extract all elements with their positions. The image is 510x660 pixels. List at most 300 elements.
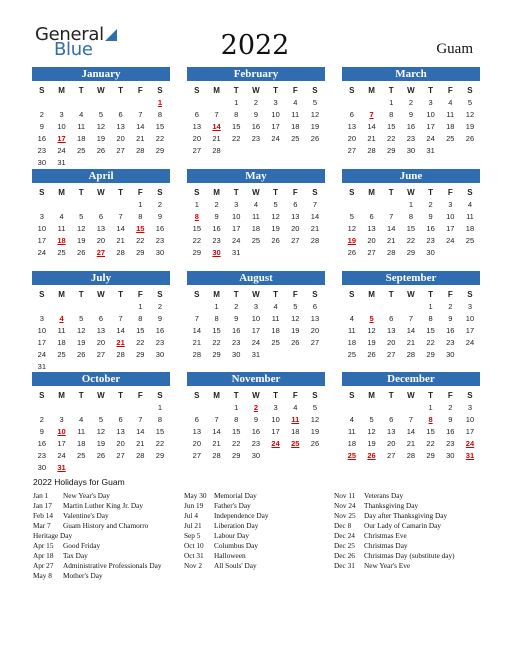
day-cell: 18 bbox=[251, 224, 261, 233]
day-cell: 8 bbox=[138, 314, 143, 323]
day-cell: 16 bbox=[212, 224, 221, 233]
day-cell: 23 bbox=[406, 134, 416, 143]
day-cell: 28 bbox=[116, 248, 125, 257]
month-header: July bbox=[32, 271, 170, 285]
week-row bbox=[32, 402, 170, 414]
weekday-label: T bbox=[273, 391, 279, 400]
empty-day-cell bbox=[150, 157, 170, 169]
holiday-item bbox=[334, 541, 455, 551]
weekday-label: T bbox=[388, 188, 394, 197]
month-header: November bbox=[187, 372, 325, 386]
day-cell: 2 bbox=[234, 302, 239, 311]
weekday-label: S bbox=[39, 290, 45, 299]
holiday-date: Jan 1 bbox=[33, 491, 49, 500]
day-cell: 1 bbox=[138, 200, 143, 209]
day-cell: 22 bbox=[426, 439, 435, 448]
weekday-label: S bbox=[39, 188, 45, 197]
day-cell: 26 bbox=[96, 451, 106, 460]
day-cell: 20 bbox=[116, 439, 125, 448]
day-cell: 11 bbox=[271, 314, 280, 323]
day-cell: 29 bbox=[192, 248, 202, 257]
day-cell: 1 bbox=[194, 200, 199, 209]
holiday-name: New Year's Eve bbox=[364, 561, 411, 570]
weekday-label: S bbox=[467, 391, 473, 400]
weekday-label: W bbox=[407, 188, 415, 197]
day-cell: 8 bbox=[408, 212, 413, 221]
holiday-name: Liberation Day bbox=[214, 521, 259, 530]
day-cell: 12 bbox=[271, 212, 280, 221]
holiday-name: Guam History and Chamorro bbox=[63, 521, 149, 530]
day-cell: 23 bbox=[155, 338, 165, 347]
day-cell: 7 bbox=[138, 415, 143, 424]
day-cell: 9 bbox=[39, 122, 44, 131]
holiday-date: Apr 27 bbox=[33, 561, 54, 570]
holiday-day: 7 bbox=[369, 110, 374, 119]
day-cell: 12 bbox=[96, 122, 106, 131]
day-cell: 23 bbox=[155, 236, 165, 245]
weekday-label: T bbox=[233, 188, 239, 197]
day-cell: 19 bbox=[77, 338, 86, 347]
day-cell: 11 bbox=[77, 122, 86, 131]
day-cell: 19 bbox=[291, 326, 300, 335]
empty-day-cell bbox=[32, 402, 52, 414]
holiday-date: Jul 21 bbox=[184, 521, 202, 530]
day-cell: 10 bbox=[57, 122, 66, 131]
weekday-label: F bbox=[447, 290, 453, 299]
month-april bbox=[32, 169, 170, 259]
holiday-date: Dec 8 bbox=[334, 521, 352, 530]
week-row bbox=[187, 235, 325, 247]
weekday-label: S bbox=[467, 86, 473, 95]
day-cell: 20 bbox=[291, 224, 300, 233]
weekday-label: T bbox=[273, 86, 279, 95]
empty-day-cell bbox=[362, 97, 382, 109]
day-cell: 17 bbox=[57, 439, 66, 448]
day-cell: 30 bbox=[37, 463, 47, 472]
weekday-label: M bbox=[213, 86, 220, 95]
day-cell: 22 bbox=[406, 236, 416, 245]
day-cell: 25 bbox=[57, 248, 66, 257]
day-cell: 25 bbox=[347, 350, 357, 359]
holiday-item bbox=[33, 491, 162, 501]
day-cell: 5 bbox=[467, 98, 473, 107]
day-cell: 21 bbox=[310, 224, 320, 233]
week-row bbox=[32, 349, 170, 361]
weekday-label: S bbox=[467, 188, 473, 197]
day-cell: 31 bbox=[37, 362, 47, 371]
week-row bbox=[32, 133, 170, 145]
day-cell: 30 bbox=[37, 158, 47, 167]
day-cell: 29 bbox=[155, 146, 165, 155]
holiday-name-continued: Heritage Day bbox=[33, 531, 73, 540]
weekday-label: M bbox=[58, 290, 65, 299]
holiday-name: Thanksgiving Day bbox=[364, 501, 419, 510]
weekday-label: F bbox=[137, 188, 143, 197]
week-row bbox=[32, 157, 170, 169]
empty-day-cell bbox=[362, 402, 382, 414]
day-cell: 18 bbox=[77, 439, 86, 448]
day-cell: 16 bbox=[155, 326, 165, 335]
empty-day-cell bbox=[305, 450, 325, 462]
day-cell: 9 bbox=[253, 110, 258, 119]
holiday-date: Oct 10 bbox=[184, 541, 204, 550]
day-cell: 9 bbox=[448, 314, 453, 323]
weekday-label: S bbox=[349, 290, 355, 299]
holiday-item bbox=[334, 551, 455, 561]
empty-day-cell bbox=[381, 301, 401, 313]
day-cell: 27 bbox=[116, 451, 125, 460]
day-cell: 6 bbox=[293, 200, 298, 209]
day-cell: 17 bbox=[446, 224, 455, 233]
day-cell: 23 bbox=[232, 338, 241, 347]
week-row bbox=[187, 313, 325, 325]
day-cell: 9 bbox=[448, 415, 453, 424]
day-cell: 14 bbox=[192, 326, 202, 335]
day-cell: 29 bbox=[155, 451, 165, 460]
day-cell: 7 bbox=[408, 314, 413, 323]
weekday-label: M bbox=[213, 188, 220, 197]
day-cell: 5 bbox=[273, 200, 278, 209]
weekday-label: T bbox=[428, 391, 434, 400]
weekday-label: T bbox=[233, 391, 239, 400]
day-cell: 27 bbox=[96, 350, 106, 359]
weekday-label: M bbox=[368, 391, 375, 400]
weekday-header-row bbox=[187, 186, 325, 199]
day-cell: 13 bbox=[192, 122, 202, 131]
holiday-date: Feb 14 bbox=[33, 511, 54, 520]
day-cell: 1 bbox=[428, 302, 433, 311]
week-row bbox=[342, 325, 480, 337]
empty-day-cell bbox=[130, 97, 150, 109]
holiday-date: Jan 17 bbox=[33, 501, 52, 510]
day-cell: 6 bbox=[312, 302, 318, 311]
holiday-name: Christmas Day (substitute day) bbox=[364, 551, 455, 560]
day-cell: 1 bbox=[214, 302, 219, 311]
day-cell: 23 bbox=[446, 439, 455, 448]
holiday-date: Jul 4 bbox=[184, 511, 198, 520]
day-cell: 4 bbox=[253, 200, 258, 209]
day-cell: 31 bbox=[232, 248, 241, 257]
day-cell: 20 bbox=[347, 134, 357, 143]
empty-day-cell bbox=[71, 199, 91, 211]
holiday-name: Our Lady of Camarin Day bbox=[364, 521, 441, 530]
weekday-label: S bbox=[157, 391, 163, 400]
day-cell: 25 bbox=[271, 338, 280, 347]
empty-day-cell bbox=[91, 199, 111, 211]
weekday-label: T bbox=[428, 188, 434, 197]
day-cell: 20 bbox=[116, 134, 125, 143]
day-cell: 18 bbox=[271, 326, 280, 335]
day-cell: 15 bbox=[192, 224, 202, 233]
week-row bbox=[342, 121, 480, 133]
weekday-label: W bbox=[252, 391, 260, 400]
weekday-label: W bbox=[407, 86, 415, 95]
weekday-label: T bbox=[78, 391, 84, 400]
empty-day-cell bbox=[362, 199, 382, 211]
month-march bbox=[342, 67, 480, 157]
day-cell: 10 bbox=[37, 326, 47, 335]
day-cell: 10 bbox=[251, 314, 261, 323]
weekday-label: T bbox=[428, 86, 434, 95]
day-cell: 13 bbox=[347, 122, 357, 131]
day-cell: 2 bbox=[448, 403, 453, 412]
holiday-item bbox=[33, 521, 162, 531]
holiday-item bbox=[184, 521, 269, 531]
day-cell: 2 bbox=[157, 200, 163, 209]
empty-day-cell bbox=[305, 247, 325, 259]
day-cell: 2 bbox=[428, 200, 433, 209]
day-cell: 13 bbox=[310, 314, 320, 323]
day-cell: 3 bbox=[273, 98, 278, 107]
day-cell: 6 bbox=[118, 415, 123, 424]
day-cell: 1 bbox=[234, 403, 239, 412]
month-july bbox=[32, 271, 170, 373]
holiday-day: 27 bbox=[96, 248, 106, 257]
day-cell: 21 bbox=[406, 439, 416, 448]
day-cell: 24 bbox=[57, 451, 66, 460]
week-row bbox=[187, 426, 325, 438]
weekday-label: F bbox=[137, 391, 143, 400]
holiday-day: 14 bbox=[212, 122, 221, 131]
day-cell: 9 bbox=[39, 427, 44, 436]
day-cell: 8 bbox=[138, 212, 143, 221]
day-cell: 21 bbox=[192, 338, 202, 347]
month-december bbox=[342, 372, 480, 462]
empty-day-cell bbox=[130, 402, 150, 414]
day-cell: 11 bbox=[77, 427, 86, 436]
day-cell: 14 bbox=[116, 326, 125, 335]
holiday-date: Nov 25 bbox=[334, 511, 356, 520]
day-cell: 23 bbox=[251, 439, 261, 448]
day-cell: 12 bbox=[77, 224, 86, 233]
day-cell: 13 bbox=[387, 427, 396, 436]
weekday-label: S bbox=[194, 86, 200, 95]
day-cell: 13 bbox=[387, 326, 396, 335]
holiday-name: Good Friday bbox=[63, 541, 101, 550]
empty-day-cell bbox=[342, 199, 362, 211]
day-cell: 19 bbox=[367, 338, 376, 347]
day-cell: 7 bbox=[312, 200, 318, 209]
holiday-item bbox=[334, 521, 455, 531]
week-row bbox=[342, 211, 480, 223]
day-cell: 2 bbox=[448, 302, 453, 311]
month-header: March bbox=[342, 67, 480, 81]
day-cell: 4 bbox=[349, 314, 354, 323]
weekday-label: T bbox=[273, 290, 279, 299]
day-cell: 25 bbox=[57, 350, 66, 359]
empty-day-cell bbox=[32, 97, 52, 109]
weekday-label: T bbox=[428, 290, 434, 299]
holiday-day: 8 bbox=[194, 212, 199, 221]
day-cell: 26 bbox=[347, 248, 357, 257]
week-row bbox=[187, 414, 325, 426]
holiday-item bbox=[184, 511, 269, 521]
page-title-year: 2022 bbox=[220, 30, 290, 61]
day-cell: 15 bbox=[426, 427, 435, 436]
day-cell: 27 bbox=[310, 338, 320, 347]
day-cell: 3 bbox=[39, 212, 44, 221]
empty-day-cell bbox=[91, 462, 111, 474]
weekday-label: T bbox=[388, 86, 394, 95]
week-row bbox=[187, 247, 325, 259]
day-cell: 16 bbox=[446, 326, 455, 335]
week-row bbox=[342, 426, 480, 438]
day-cell: 20 bbox=[387, 439, 396, 448]
day-cell: 29 bbox=[136, 248, 145, 257]
day-cell: 17 bbox=[37, 338, 47, 347]
holiday-item bbox=[33, 561, 162, 571]
day-cell: 20 bbox=[192, 439, 202, 448]
month-header: April bbox=[32, 169, 170, 183]
holiday-date: Mar 7 bbox=[33, 521, 51, 530]
holiday-name: New Year's Day bbox=[63, 491, 110, 500]
day-cell: 19 bbox=[367, 439, 376, 448]
day-cell: 5 bbox=[369, 415, 374, 424]
day-cell: 6 bbox=[118, 110, 123, 119]
holiday-day: 15 bbox=[136, 224, 145, 233]
day-cell: 24 bbox=[57, 146, 66, 155]
weekday-header-row bbox=[187, 389, 325, 402]
week-row bbox=[342, 97, 480, 109]
day-cell: 16 bbox=[37, 134, 47, 143]
weekday-label: S bbox=[39, 391, 45, 400]
holiday-day: 31 bbox=[465, 451, 475, 460]
day-cell: 17 bbox=[232, 224, 241, 233]
week-row bbox=[342, 223, 480, 235]
weekday-label: S bbox=[312, 86, 318, 95]
week-row bbox=[187, 402, 325, 414]
day-cell: 13 bbox=[192, 427, 202, 436]
day-cell: 29 bbox=[136, 350, 145, 359]
week-row bbox=[32, 414, 170, 426]
day-cell: 16 bbox=[251, 427, 261, 436]
week-row bbox=[187, 349, 325, 361]
day-cell: 10 bbox=[232, 212, 241, 221]
empty-day-cell bbox=[111, 97, 131, 109]
holiday-item bbox=[184, 531, 269, 541]
day-cell: 26 bbox=[271, 236, 280, 245]
week-row bbox=[32, 337, 170, 349]
empty-day-cell bbox=[71, 402, 91, 414]
holiday-day: 24 bbox=[271, 439, 280, 448]
week-row bbox=[342, 438, 480, 450]
empty-day-cell bbox=[266, 145, 286, 157]
holiday-date: May 8 bbox=[33, 571, 52, 580]
day-cell: 24 bbox=[271, 134, 280, 143]
day-cell: 26 bbox=[96, 146, 106, 155]
empty-day-cell bbox=[285, 450, 305, 462]
day-cell: 14 bbox=[387, 224, 396, 233]
day-cell: 8 bbox=[389, 110, 394, 119]
holiday-column bbox=[184, 491, 269, 571]
empty-day-cell bbox=[91, 157, 111, 169]
week-row bbox=[32, 450, 170, 462]
day-cell: 21 bbox=[387, 236, 396, 245]
empty-day-cell bbox=[381, 199, 401, 211]
weekday-header-row bbox=[342, 389, 480, 402]
day-cell: 6 bbox=[389, 415, 394, 424]
day-cell: 14 bbox=[406, 326, 416, 335]
holiday-item bbox=[33, 541, 162, 551]
day-cell: 28 bbox=[116, 350, 125, 359]
empty-day-cell bbox=[401, 301, 421, 313]
day-cell: 14 bbox=[367, 122, 376, 131]
day-cell: 25 bbox=[291, 134, 300, 143]
day-cell: 26 bbox=[367, 350, 376, 359]
week-row bbox=[187, 325, 325, 337]
day-cell: 3 bbox=[448, 200, 453, 209]
empty-day-cell bbox=[266, 247, 286, 259]
month-june bbox=[342, 169, 480, 259]
empty-day-cell bbox=[91, 402, 111, 414]
month-header: May bbox=[187, 169, 325, 183]
day-cell: 22 bbox=[136, 236, 145, 245]
day-cell: 8 bbox=[157, 110, 163, 119]
week-row bbox=[342, 199, 480, 211]
day-cell: 8 bbox=[234, 110, 239, 119]
day-cell: 29 bbox=[426, 350, 435, 359]
empty-day-cell bbox=[266, 349, 286, 361]
week-row bbox=[342, 337, 480, 349]
weekday-label: T bbox=[233, 86, 239, 95]
month-february bbox=[187, 67, 325, 157]
week-row bbox=[32, 325, 170, 337]
day-cell: 19 bbox=[465, 122, 475, 131]
empty-day-cell bbox=[71, 301, 91, 313]
day-cell: 9 bbox=[234, 314, 239, 323]
weekday-label: S bbox=[157, 188, 163, 197]
weekday-label: S bbox=[312, 188, 318, 197]
empty-day-cell bbox=[246, 247, 266, 259]
month-header: August bbox=[187, 271, 325, 285]
weekday-label: W bbox=[407, 391, 415, 400]
week-row bbox=[32, 199, 170, 211]
weekday-label: F bbox=[292, 391, 298, 400]
day-cell: 11 bbox=[347, 326, 356, 335]
holiday-item bbox=[33, 551, 162, 561]
weekday-label: M bbox=[213, 290, 220, 299]
day-cell: 26 bbox=[77, 350, 86, 359]
holiday-name: Martin Luther King Jr. Day bbox=[63, 501, 144, 510]
weekday-label: T bbox=[78, 188, 84, 197]
weekday-label: T bbox=[388, 391, 394, 400]
day-cell: 10 bbox=[465, 314, 475, 323]
empty-day-cell bbox=[32, 199, 52, 211]
weekday-header-row bbox=[32, 84, 170, 97]
day-cell: 4 bbox=[467, 200, 473, 209]
week-row bbox=[342, 414, 480, 426]
day-cell: 20 bbox=[310, 326, 320, 335]
month-august bbox=[187, 271, 325, 361]
week-row bbox=[32, 462, 170, 474]
day-cell: 2 bbox=[408, 98, 413, 107]
day-cell: 7 bbox=[408, 415, 413, 424]
weekday-label: S bbox=[157, 86, 163, 95]
day-cell: 16 bbox=[155, 224, 165, 233]
day-cell: 21 bbox=[136, 134, 145, 143]
day-cell: 27 bbox=[192, 451, 202, 460]
weekday-header-row bbox=[187, 84, 325, 97]
day-cell: 22 bbox=[232, 134, 241, 143]
holiday-column bbox=[334, 491, 455, 571]
day-cell: 17 bbox=[37, 236, 47, 245]
day-cell: 23 bbox=[212, 236, 221, 245]
day-cell: 2 bbox=[157, 302, 163, 311]
day-cell: 29 bbox=[406, 248, 416, 257]
holiday-name: Day after Thanksgiving Day bbox=[364, 511, 448, 520]
holiday-day: 24 bbox=[465, 439, 475, 448]
day-cell: 10 bbox=[37, 224, 47, 233]
